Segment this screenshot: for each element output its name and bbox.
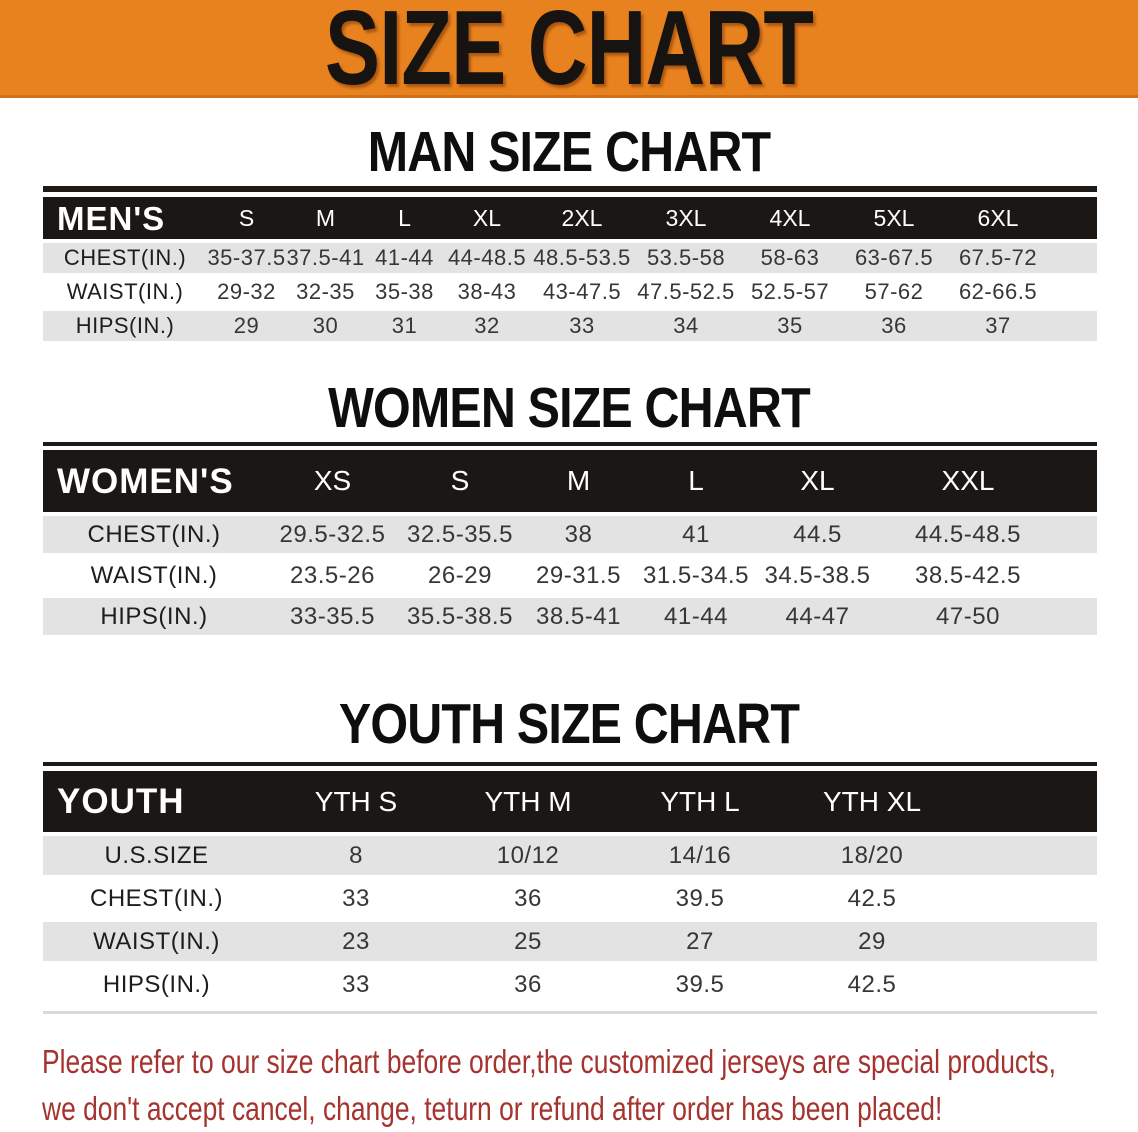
size-column-header: YTH M: [442, 771, 614, 832]
size-value-cell: 26-29: [400, 557, 520, 594]
order-policy-line-1: Please refer to our size chart before order,the customized jerseys are special products,: [42, 1043, 1056, 1080]
measure-row-label: U.S.SIZE: [43, 836, 270, 875]
size-value-cell: 42.5: [786, 879, 958, 918]
measure-row-label: HIPS(IN.): [43, 598, 265, 635]
youth-size-table: [43, 767, 1097, 1008]
size-column-header: L: [365, 197, 444, 239]
order-policy-note: [42, 1038, 1056, 1132]
size-value-cell: 35.5-38.5: [400, 598, 520, 635]
youth-table-bottom-rule: [43, 1011, 1097, 1014]
table-corner-label: WOMEN'S: [43, 450, 265, 512]
table-row: [43, 311, 1097, 341]
size-value-cell: 38.5-42.5: [880, 557, 1056, 594]
size-value-cell: 42.5: [786, 965, 958, 1004]
filler-cell: [958, 879, 1097, 918]
size-value-cell: 36: [442, 879, 614, 918]
table-row: [43, 836, 1097, 875]
size-value-cell: 63-67.5: [842, 243, 946, 273]
size-value-cell: 29.5-32.5: [265, 516, 400, 553]
banner-title: SIZE CHART: [324, 0, 814, 107]
size-value-cell: 39.5: [614, 965, 786, 1004]
table-corner-label: YOUTH: [43, 771, 270, 832]
filler-cell: [1050, 197, 1097, 239]
size-column-header: 4XL: [738, 197, 842, 239]
size-value-cell: 44.5-48.5: [880, 516, 1056, 553]
size-value-cell: 44-47: [755, 598, 880, 635]
filler-cell: [1050, 311, 1097, 341]
size-column-header: S: [207, 197, 286, 239]
size-column-header: 5XL: [842, 197, 946, 239]
size-value-cell: 35: [738, 311, 842, 341]
measure-row-label: WAIST(IN.): [43, 277, 207, 307]
size-column-header: M: [520, 450, 637, 512]
youth-size-chart-heading: YOUTH SIZE CHART: [338, 692, 800, 756]
men-table-top-rule: [43, 186, 1097, 192]
measure-row-label: WAIST(IN.): [43, 922, 270, 961]
size-column-header: 6XL: [946, 197, 1050, 239]
order-policy-line-2: we don't accept cancel, change, teturn or refund after order has been placed!: [42, 1090, 943, 1127]
table-row: [43, 557, 1097, 594]
size-value-cell: 38: [520, 516, 637, 553]
size-value-cell: 58-63: [738, 243, 842, 273]
size-value-cell: 30: [286, 311, 365, 341]
filler-cell: [958, 771, 1097, 832]
size-value-cell: 41-44: [637, 598, 755, 635]
size-value-cell: 29-31.5: [520, 557, 637, 594]
size-value-cell: 62-66.5: [946, 277, 1050, 307]
size-value-cell: 31.5-34.5: [637, 557, 755, 594]
size-value-cell: 53.5-58: [634, 243, 738, 273]
size-value-cell: 31: [365, 311, 444, 341]
size-column-header: YTH S: [270, 771, 442, 832]
filler-cell: [1050, 243, 1097, 273]
size-value-cell: 29: [207, 311, 286, 341]
size-column-header: 3XL: [634, 197, 738, 239]
size-value-cell: 35-37.5: [207, 243, 286, 273]
size-value-cell: 23: [270, 922, 442, 961]
mens-size-table: [43, 193, 1097, 345]
filler-cell: [1056, 450, 1097, 512]
filler-cell: [1056, 557, 1097, 594]
filler-cell: [1056, 516, 1097, 553]
filler-cell: [958, 922, 1097, 961]
size-value-cell: 32-35: [286, 277, 365, 307]
size-value-cell: 47-50: [880, 598, 1056, 635]
size-value-cell: 39.5: [614, 879, 786, 918]
size-value-cell: 52.5-57: [738, 277, 842, 307]
womens-size-table: [43, 446, 1097, 639]
table-row: [43, 965, 1097, 1004]
size-column-header: 2XL: [530, 197, 634, 239]
size-value-cell: 37: [946, 311, 1050, 341]
table-corner-label: MEN'S: [43, 197, 207, 239]
size-value-cell: 47.5-52.5: [634, 277, 738, 307]
size-value-cell: 44.5: [755, 516, 880, 553]
measure-row-label: HIPS(IN.): [43, 311, 207, 341]
size-value-cell: 33: [270, 879, 442, 918]
size-value-cell: 41: [637, 516, 755, 553]
size-value-cell: 32.5-35.5: [400, 516, 520, 553]
filler-cell: [958, 965, 1097, 1004]
size-chart-banner: [0, 0, 1138, 107]
measure-row-label: CHEST(IN.): [43, 243, 207, 273]
size-value-cell: 33-35.5: [265, 598, 400, 635]
size-value-cell: 37.5-41: [286, 243, 365, 273]
size-value-cell: 41-44: [365, 243, 444, 273]
size-value-cell: 38.5-41: [520, 598, 637, 635]
size-value-cell: 34: [634, 311, 738, 341]
size-value-cell: 34.5-38.5: [755, 557, 880, 594]
table-row: [43, 598, 1097, 635]
size-value-cell: 57-62: [842, 277, 946, 307]
size-value-cell: 36: [442, 965, 614, 1004]
size-value-cell: 43-47.5: [530, 277, 634, 307]
measure-row-label: HIPS(IN.): [43, 965, 270, 1004]
size-value-cell: 33: [530, 311, 634, 341]
size-value-cell: 48.5-53.5: [530, 243, 634, 273]
size-value-cell: 36: [842, 311, 946, 341]
size-value-cell: 10/12: [442, 836, 614, 875]
size-value-cell: 27: [614, 922, 786, 961]
size-value-cell: 25: [442, 922, 614, 961]
filler-cell: [958, 836, 1097, 875]
size-value-cell: 14/16: [614, 836, 786, 875]
size-column-header: XL: [755, 450, 880, 512]
table-row: [43, 879, 1097, 918]
size-value-cell: 29-32: [207, 277, 286, 307]
table-row: [43, 277, 1097, 307]
size-value-cell: 18/20: [786, 836, 958, 875]
size-value-cell: 38-43: [444, 277, 530, 307]
table-row: [43, 243, 1097, 273]
size-column-header: XL: [444, 197, 530, 239]
size-value-cell: 33: [270, 965, 442, 1004]
youth-table-top-rule: [43, 762, 1097, 766]
man-size-chart-heading: MAN SIZE CHART: [367, 120, 771, 184]
size-value-cell: 67.5-72: [946, 243, 1050, 273]
measure-row-label: WAIST(IN.): [43, 557, 265, 594]
size-value-cell: 29: [786, 922, 958, 961]
size-column-header: XXL: [880, 450, 1056, 512]
size-column-header: L: [637, 450, 755, 512]
size-value-cell: 8: [270, 836, 442, 875]
size-column-header: M: [286, 197, 365, 239]
size-column-header: XS: [265, 450, 400, 512]
size-column-header: YTH L: [614, 771, 786, 832]
measure-row-label: CHEST(IN.): [43, 516, 265, 553]
size-value-cell: 35-38: [365, 277, 444, 307]
table-row: [43, 516, 1097, 553]
size-value-cell: 32: [444, 311, 530, 341]
size-column-header: YTH XL: [786, 771, 958, 832]
size-value-cell: 44-48.5: [444, 243, 530, 273]
size-value-cell: 23.5-26: [265, 557, 400, 594]
measure-row-label: CHEST(IN.): [43, 879, 270, 918]
size-column-header: S: [400, 450, 520, 512]
table-row: [43, 922, 1097, 961]
filler-cell: [1056, 598, 1097, 635]
women-size-chart-heading: WOMEN SIZE CHART: [328, 376, 810, 440]
filler-cell: [1050, 277, 1097, 307]
